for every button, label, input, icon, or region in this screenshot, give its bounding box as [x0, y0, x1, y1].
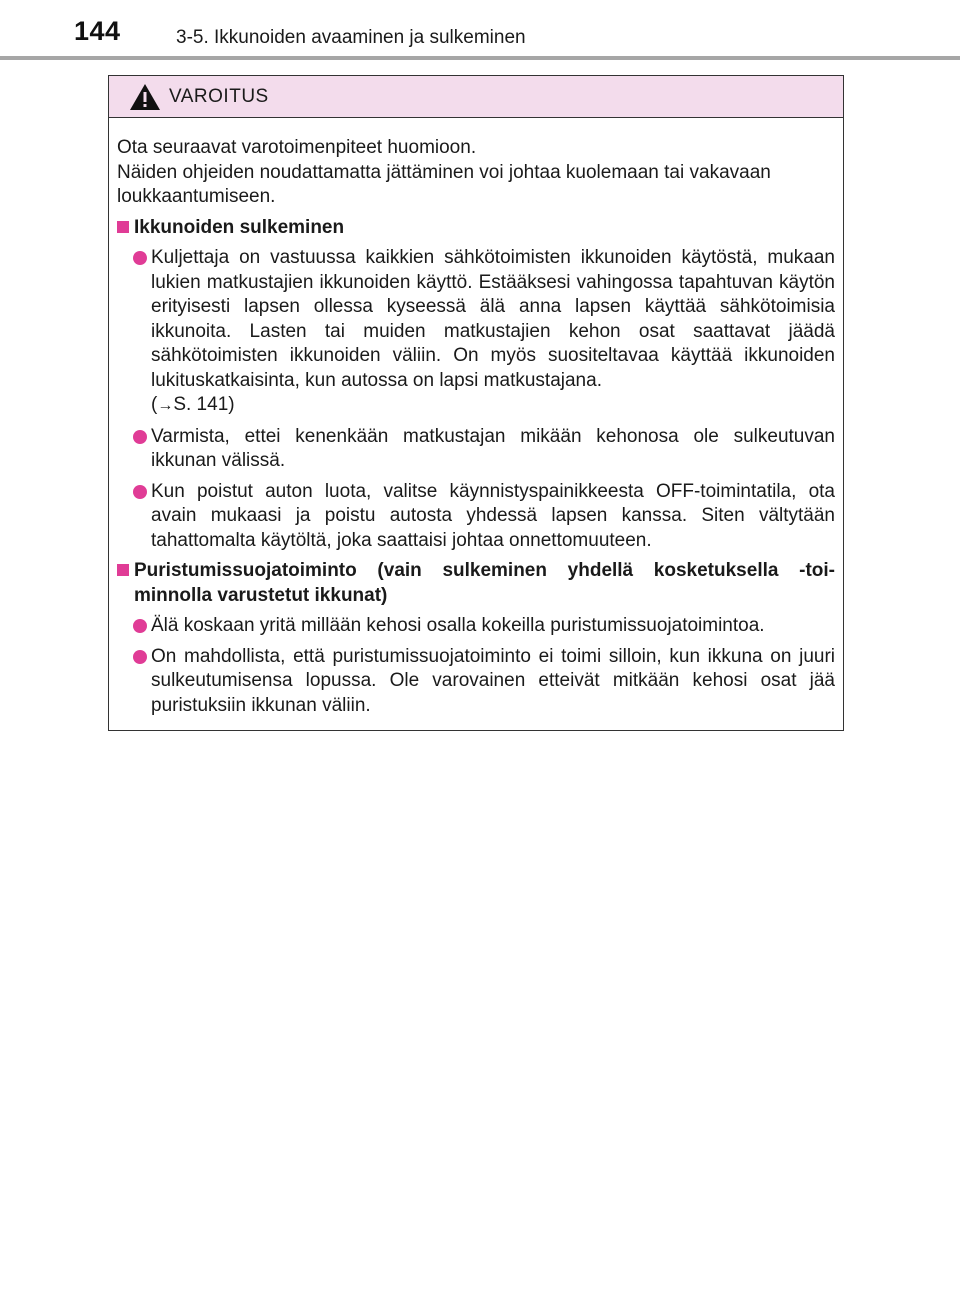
page-reference: S. 141	[173, 394, 229, 415]
section-heading-text: Ikkunoiden sulkeminen	[134, 216, 345, 238]
section-heading-pinch-protection	[117, 559, 835, 608]
warning-body	[109, 118, 843, 718]
warning-triangle-icon	[129, 83, 161, 111]
warning-intro	[117, 136, 835, 210]
reference-arrow: →	[157, 397, 174, 414]
round-bullet-icon	[133, 650, 147, 664]
intro-line-1: Ota seuraavat varotoimenpiteet huomioon.	[117, 137, 477, 158]
list-item	[117, 425, 835, 474]
intro-line-2: Näiden ohjeiden noudattamatta jättäminen voi johtaa kuolemaan tai vakavaan loukkaantumiseen.	[117, 161, 771, 207]
section-heading-closing	[117, 216, 835, 241]
round-bullet-icon	[133, 619, 147, 633]
round-bullet-icon	[133, 430, 147, 444]
list-item	[117, 645, 835, 719]
list-item-text: Kun poistut auton luota, valitse käynnistyspainikkeesta OFF-toimintatila, ota avain mukaasi ja poistu autosta yhdessä lapsen kanssa. Siten vältytään tahattomalta käytöltä, joka saattaisi johtaa onnettomuuteen.	[151, 480, 835, 551]
section-heading-text: Puristumissuojatoiminto (vain sulkeminen yhdellä kosketuksella -toi-minnolla varustetut ikkunat)	[134, 560, 835, 606]
warning-header	[109, 76, 843, 118]
round-bullet-icon	[133, 251, 147, 265]
warning-title: VAROITUS	[169, 86, 269, 107]
list-item	[117, 614, 835, 639]
list-item	[117, 480, 835, 554]
section-title: 3-5. Ikkunoiden avaaminen ja sulkeminen	[176, 27, 526, 48]
list-item-text: On mahdollista, että puristumissuojatoiminto ei toimi silloin, kun ikkuna on juuri sulkeutumisensa lopussa. Ole varovainen etteivät mitkään kehosi osat jää puristuksiin ikkunan väliin.	[151, 645, 835, 716]
list-item: Kuljettaja on vastuussa kaikkien sähkötoimisten ikkunoiden käytöstä, mukaan lukien matkustajien ikkunoiden käyttö. Estääksesi vahingossa tapahtuvan käytön erityisesti lapsen ollessa kyseessä älä anna lapsen käyttää sähkötoimisia ikkunoita. Lasten tai muiden matkustajien kehon osat saattavat jäädä sähkötoimisten ikkunoiden väliin. On myös suositeltavaa käyttää ikkunoiden lukituskatkaisinta, kun autossa on lapsi matkustajana. (→S. 141)	[117, 246, 835, 419]
header-rule	[0, 56, 960, 60]
square-bullet-icon	[117, 221, 129, 233]
list-item-text: Varmista, ettei kenenkään matkustajan mikään kehonosa ole sulkeutuvan ikkunan välissä.	[151, 425, 835, 471]
page-header	[0, 0, 960, 62]
page-number: 144	[74, 16, 121, 46]
list-item-text: Älä koskaan yritä millään kehosi osalla kokeilla puristumissuojatoimintoa.	[151, 615, 765, 636]
square-bullet-icon	[117, 564, 129, 576]
round-bullet-icon	[133, 485, 147, 499]
list-item-text: Kuljettaja on vastuussa kaikkien sähkötoimisten ikkunoiden käytöstä, mukaan lukien matkustajien ikkunoiden käyttö. Estääksesi vahingossa tapahtuvan käytön erityisesti lapsen ollessa kyseessä älä anna lapsen käyttää sähkötoimisia ikkunoita. Lasten tai muiden matkustajien kehon osat saattavat jäädä sähkötoimisten ikkunoiden väliin. On myös suositeltavaa käyttää ikkunoiden lukituskatkaisinta, kun autossa on lapsi matkustajana.	[151, 247, 835, 391]
warning-box	[108, 75, 844, 731]
